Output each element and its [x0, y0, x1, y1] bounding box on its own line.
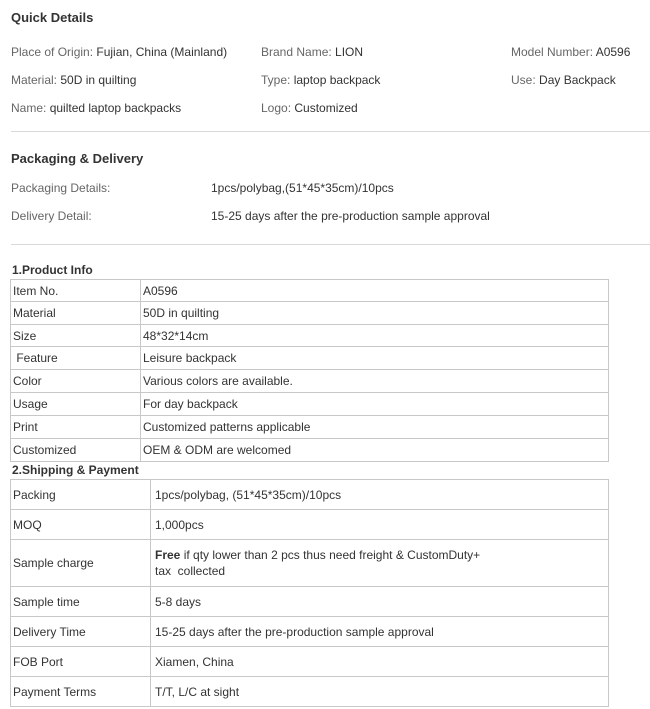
table-label-cell: Feature: [11, 347, 141, 370]
quick-detail-value: laptop backpack: [293, 73, 381, 87]
sample-charge-line1: [155, 547, 608, 563]
quick-detail-value: LION: [335, 45, 364, 59]
table-value-cell: For day backpack: [141, 393, 609, 416]
table-label-cell: Sample charge: [11, 540, 151, 587]
quick-detail-label: Type:: [261, 73, 291, 87]
quick-detail-value: Day Backpack: [539, 73, 616, 87]
table-value-cell: 5-8 days: [151, 587, 609, 617]
divider: [11, 131, 650, 132]
table-label-cell: Customized: [11, 439, 141, 462]
table-value-cell: [151, 540, 609, 587]
table-row: [11, 370, 609, 393]
quick-detail-label: Use:: [511, 73, 536, 87]
quick-detail-label: Model Number:: [511, 45, 594, 59]
quick-detail-value: Fujian, China (Mainland): [96, 45, 228, 59]
table-row: [11, 393, 609, 416]
packaging-details-value: 1pcs/polybag,(51*45*35cm)/10pcs: [211, 181, 394, 195]
table-row: [11, 540, 609, 587]
table-row: [11, 302, 609, 325]
table-value-cell: 50D in quilting: [141, 302, 609, 325]
quick-detail-brand-name: [261, 45, 363, 59]
table-row: [11, 280, 609, 302]
table-row: [11, 510, 609, 540]
free-text: Free: [155, 548, 181, 562]
quick-detail-place-of-origin: [11, 45, 227, 59]
table-value-cell: 1pcs/polybag, (51*45*35cm)/10pcs: [151, 480, 609, 510]
table-row: [11, 325, 609, 347]
table-label-cell: Packing: [11, 480, 151, 510]
quick-details-title: Quick Details: [11, 10, 94, 25]
table-row: [11, 416, 609, 439]
shipping-payment-table: [10, 479, 609, 707]
quick-detail-label: Place of Origin:: [11, 45, 94, 59]
table-label-cell: Size: [11, 325, 141, 347]
table-value-cell: A0596: [141, 280, 609, 302]
table-value-cell: Customized patterns applicable: [141, 416, 609, 439]
table-value-cell: T/T, L/C at sight: [151, 677, 609, 707]
table-row: [11, 617, 609, 647]
table-label-cell: Material: [11, 302, 141, 325]
quick-detail-value: A0596: [595, 45, 631, 59]
delivery-detail-label: Delivery Detail:: [11, 209, 92, 223]
table-row: [11, 677, 609, 707]
quick-detail-label: Brand Name:: [261, 45, 332, 59]
table-value-cell: Xiamen, China: [151, 647, 609, 677]
table-value-cell: 15-25 days after the pre-production sample approval: [151, 617, 609, 647]
quick-detail-use: [511, 73, 616, 87]
quick-detail-value: quilted laptop backpacks: [49, 101, 182, 115]
quick-detail-value: Customized: [294, 101, 358, 115]
table-label-cell: Delivery Time: [11, 617, 151, 647]
table-label-cell: Usage: [11, 393, 141, 416]
packaging-delivery-title: Packaging & Delivery: [11, 151, 144, 166]
table-label-cell: Sample time: [11, 587, 151, 617]
product-info-heading: 1.Product Info: [12, 263, 93, 277]
table-value-cell: Leisure backpack: [141, 347, 609, 370]
table-label-cell: Item No.: [11, 280, 141, 302]
quick-detail-type: [261, 73, 380, 87]
quick-detail-label: Name:: [11, 101, 47, 115]
sample-charge-text: if qty lower than 2 pcs thus need freight & CustomDuty+: [180, 548, 481, 562]
table-row: [11, 480, 609, 510]
table-row: [11, 347, 609, 370]
quick-detail-material: [11, 73, 136, 87]
table-value-cell: Various colors are available.: [141, 370, 609, 393]
delivery-detail-value: 15-25 days after the pre-production sample approval: [211, 209, 490, 223]
table-value-cell: OEM & ODM are welcomed: [141, 439, 609, 462]
table-label-cell: FOB Port: [11, 647, 151, 677]
table-value-cell: 48*32*14cm: [141, 325, 609, 347]
divider: [11, 244, 650, 245]
table-value-cell: 1,000pcs: [151, 510, 609, 540]
table-row: [11, 587, 609, 617]
quick-detail-label: Logo:: [261, 101, 292, 115]
quick-detail-logo: [261, 101, 358, 115]
table-label-cell: Payment Terms: [11, 677, 151, 707]
quick-detail-value: 50D in quilting: [60, 73, 137, 87]
table-label-cell: Print: [11, 416, 141, 439]
sample-charge-line2: tax collected: [155, 564, 226, 578]
shipping-payment-heading: 2.Shipping & Payment: [12, 463, 139, 477]
product-info-table: [10, 279, 609, 462]
table-row: [11, 647, 609, 677]
quick-detail-model-number: [511, 45, 630, 59]
quick-detail-label: Material:: [11, 73, 58, 87]
table-row: [11, 439, 609, 462]
quick-detail-name: [11, 101, 181, 115]
packaging-details-label: Packaging Details:: [11, 181, 111, 195]
table-label-cell: Color: [11, 370, 141, 393]
table-label-cell: MOQ: [11, 510, 151, 540]
